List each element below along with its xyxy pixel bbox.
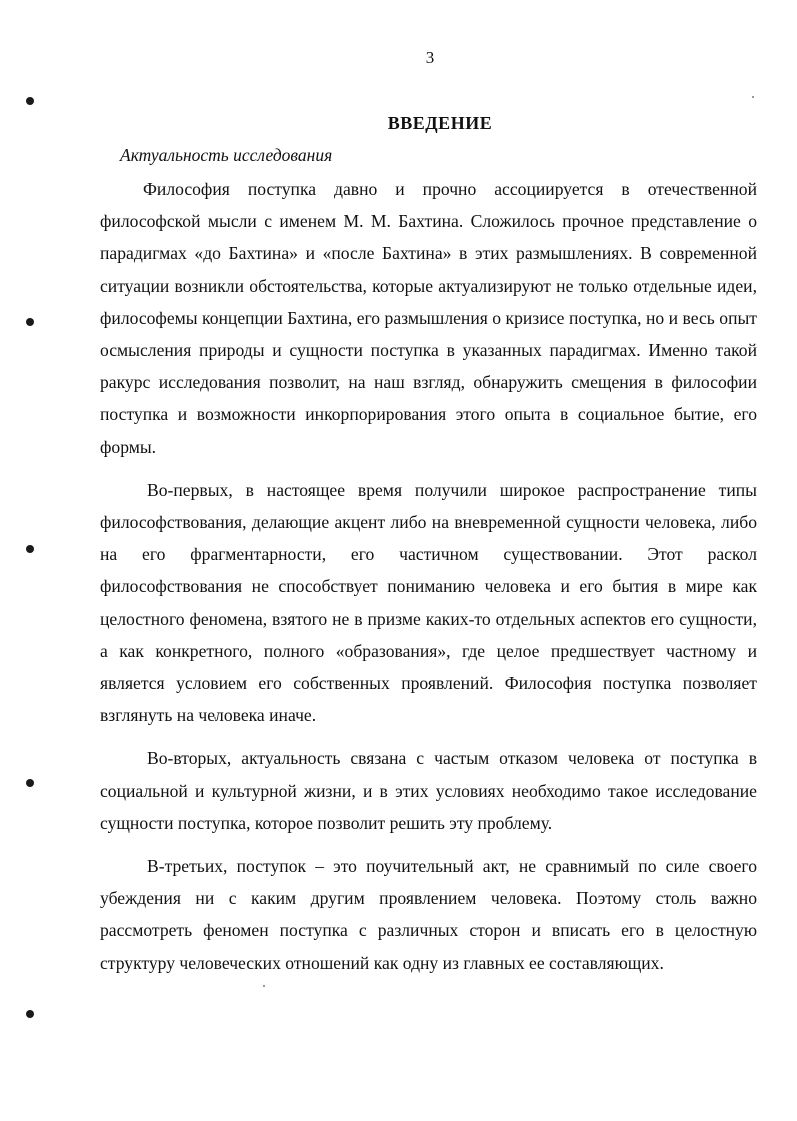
paragraph-4: В-третьих, поступок – это поучительный акт, не сравнимый по силе своего убеждения ни с каким другим проявлением человека. Поэтому столь важно рассмотреть феномен поступка с различных сторон и вписать его в целостную структуру человеческих отношений как одну из главных ее составляющих. xyxy=(100,856,757,973)
punch-hole xyxy=(26,1010,34,1018)
punch-hole xyxy=(26,779,34,787)
paragraph-3: Во-вторых, актуальность связана с частым отказом человека от поступка в социальной и культурной жизни, и в этих условиях необходимо такое исследование сущности поступка, которое позволит решить эту проблему. xyxy=(100,748,757,833)
punch-hole xyxy=(26,318,34,326)
paragraph-2: Во-первых, в настоящее время получили широкое распространение типы философствования, делающие акцент либо на вневременной сущности человека, либо на его фрагментарности, его частичном существовании. Этот раскол философствования не способствует пониманию человека и его бытия в мире как целостного феномена, взятого не в призме каких-то отдельных аспектов его сущности, а как конкретного, полного «образования», где целое предшествует частному и является условием его собственных проявлений. Философия поступка позволяет взглянуть на человека иначе. xyxy=(100,479,757,726)
section-heading: ВВЕДЕНИЕ xyxy=(387,113,493,133)
subsection-heading: Актуальность исследования xyxy=(120,145,333,165)
punch-hole xyxy=(26,97,34,105)
scan-speck xyxy=(752,96,754,98)
paragraph-1: Философия поступка давно и прочно ассоциируется в отечественной философской мысли с именем М. М. Бахтина. Сложилось прочное представление о парадигмах «до Бахтина» и «после Бахтина» в этих размышлениях. В современной ситуации возникли обстоятельства, которые актуализируют не только отдельные идеи, философемы концепции Бахтина, его размышления о кризисе поступка, но и весь опыт осмысления природы и сущности поступка в указанных парадигмах. Именно такой ракурс исследования позволит, на наш взгляд, обнаружить смещения в философии поступка и возможности инкорпорирования этого опыта в социальное бытие, его формы. xyxy=(100,179,757,457)
scan-speck xyxy=(263,985,265,987)
page-number: 3 xyxy=(425,48,435,67)
body-text xyxy=(100,173,757,979)
punch-hole xyxy=(26,545,34,553)
